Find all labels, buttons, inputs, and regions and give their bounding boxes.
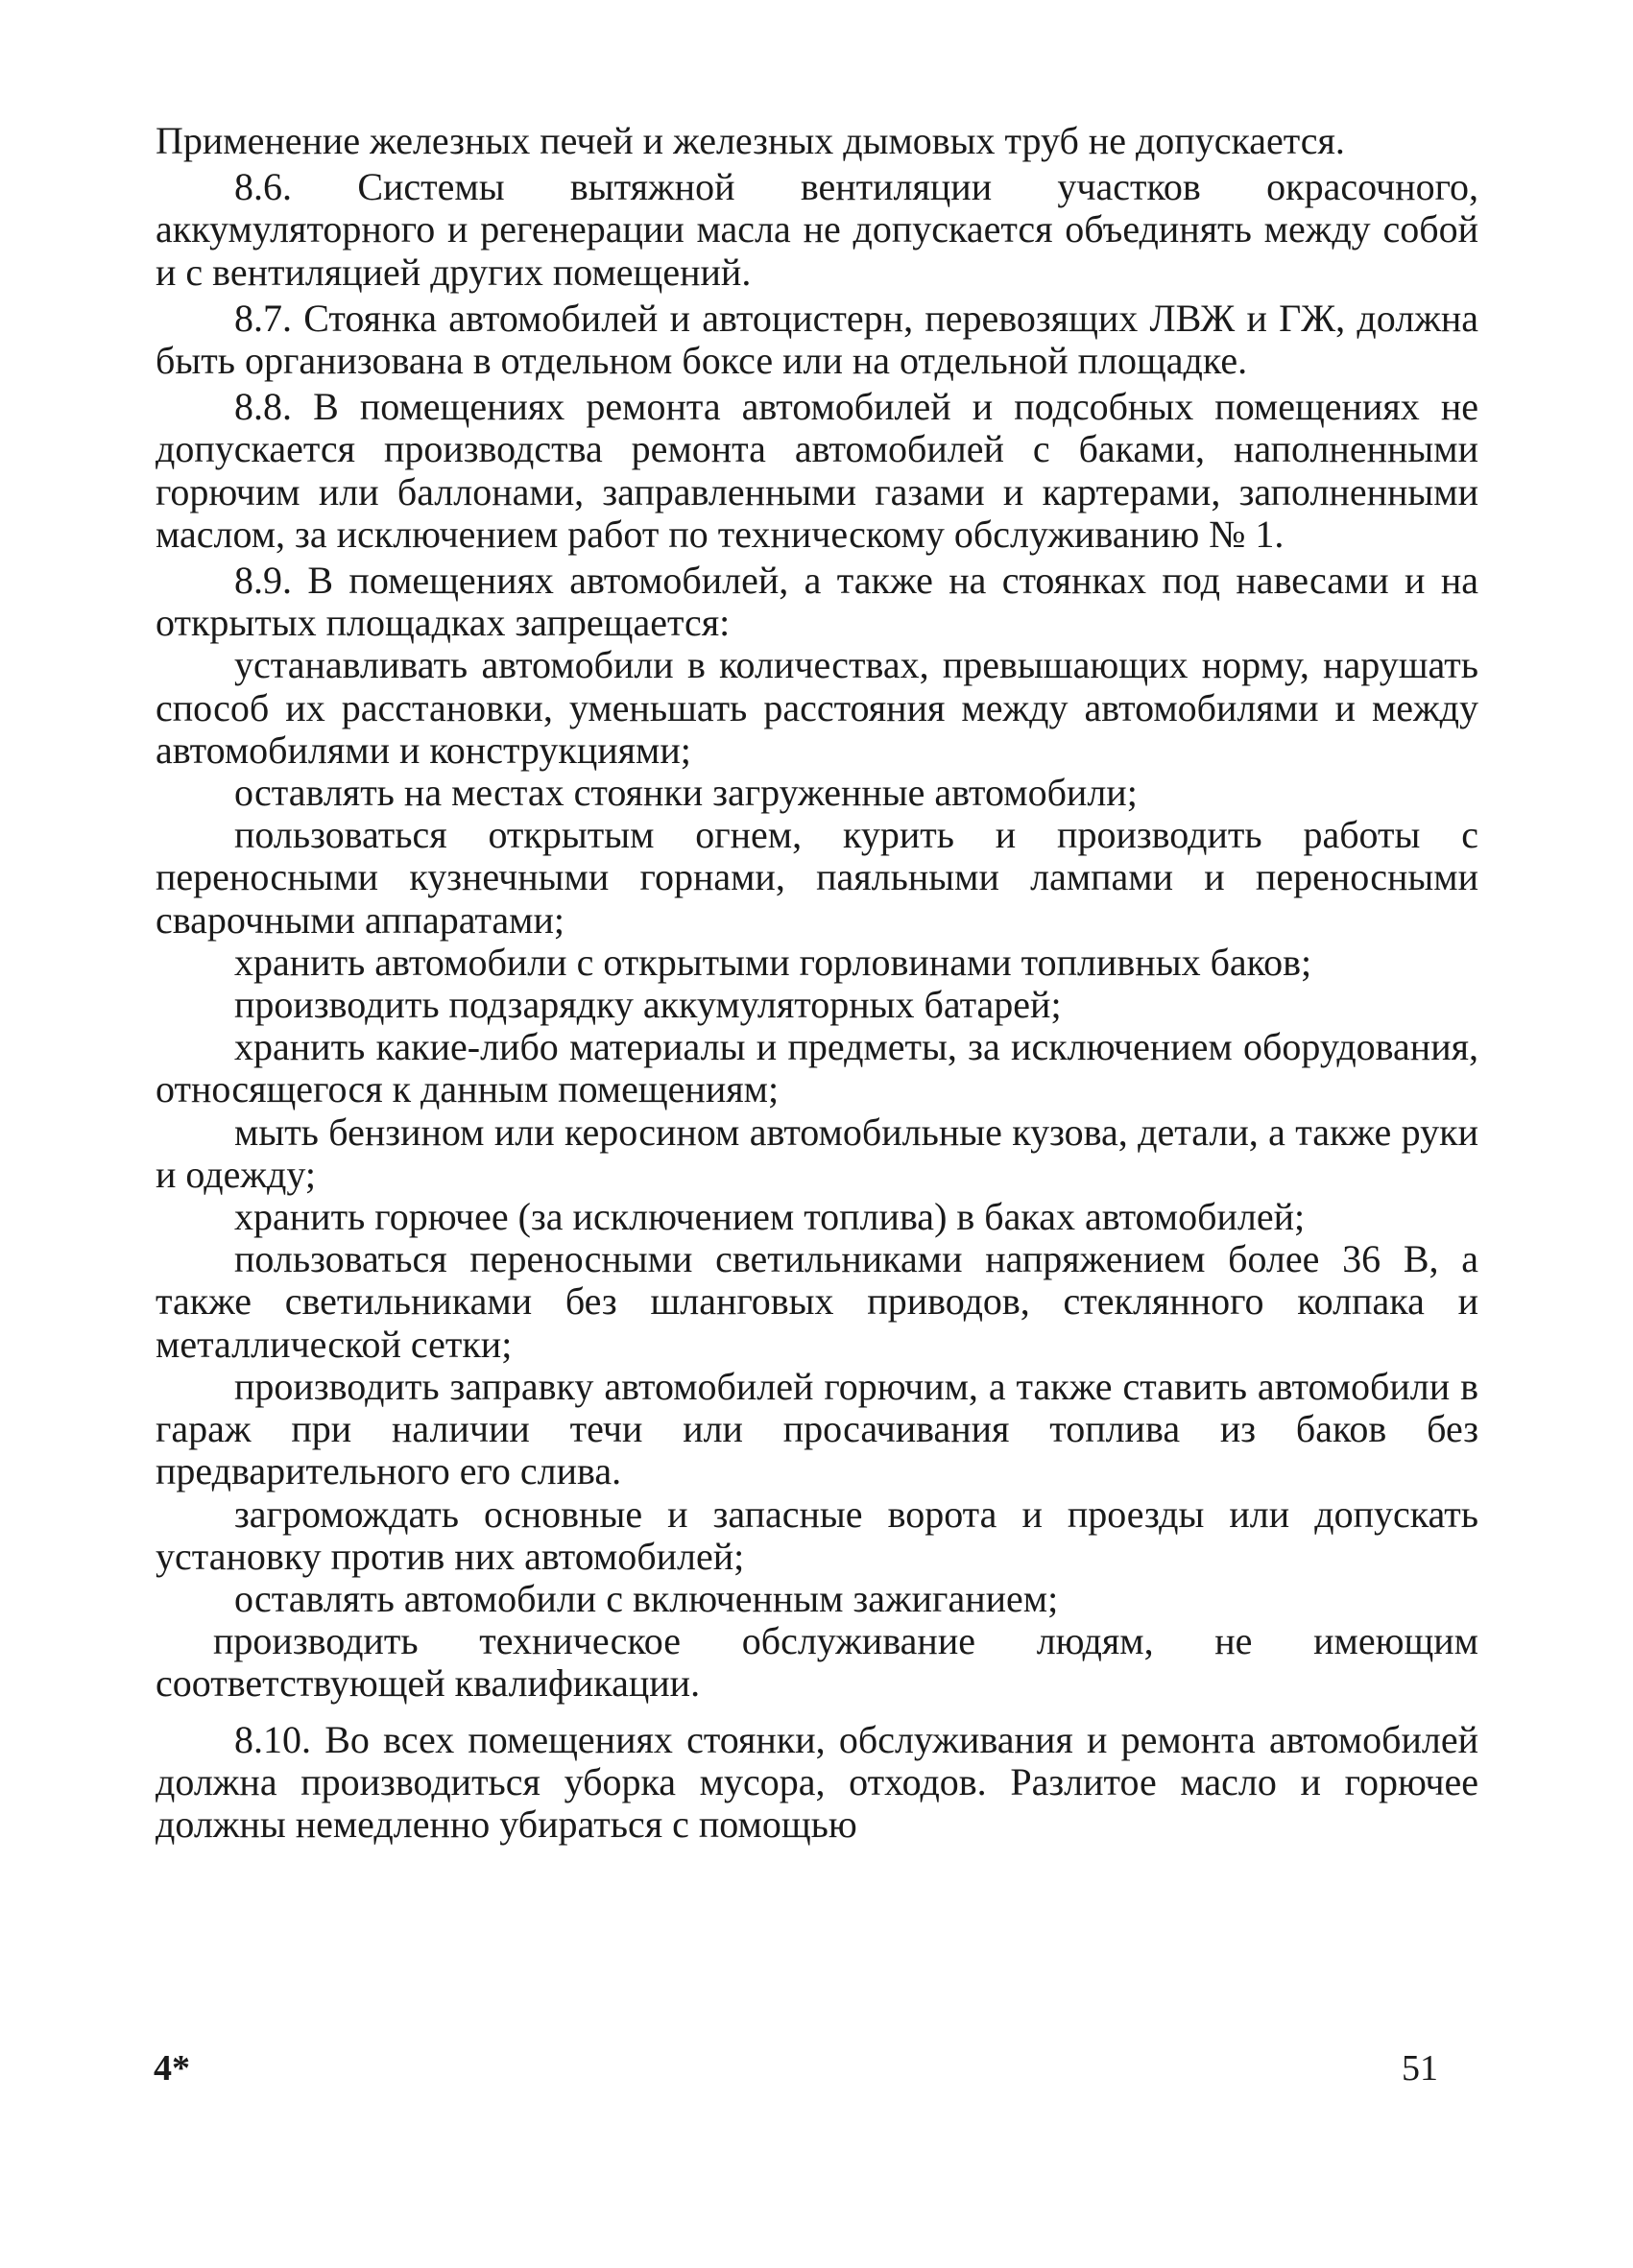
list-item: мыть бензином или керосином автомобильные кузова, детали, а также руки и одежду;: [156, 1110, 1478, 1196]
list-item: устанавливать автомобили в количествах, превышающих норму, нарушать способ их расстановки, уменьшать расстояния между автомобилями и между автомобилями и конструкциями;: [156, 643, 1478, 772]
signature-mark: 4*: [154, 2048, 190, 2089]
paragraph-8-8: 8.8. В помещениях ремонта автомобилей и подсобных помещениях не допускается производства ремонта автомобилей с баками, наполненными горючим или баллонами, заправленными газами и картерами, заполненными маслом, за исключением работ по техническому обслуживанию № 1.: [156, 385, 1478, 556]
list-item: пользоваться открытым огнем, курить и производить работы с переносными кузнечными горнами, паяльными лампами и переносными сварочными аппаратами;: [156, 813, 1478, 942]
list-item: производить заправку автомобилей горючим, а также ставить автомобили в гараж при наличии течи или просачивания топлива из баков без предварительного его слива.: [156, 1364, 1478, 1493]
list-item: загромождать основные и запасные ворота и проезды или допускать установку против них автомобилей;: [156, 1492, 1478, 1578]
page-number: 51: [1402, 2048, 1438, 2089]
paragraph-8-6: 8.6. Системы вытяжной вентиляции участков окрасочного, аккумуляторного и регенерации масла не допускается объединять между собой и с вентиляцией других помещений.: [156, 165, 1478, 294]
list-item: производить техническое обслуживание людям, не имеющим соответствующей квалификации.: [156, 1619, 1478, 1706]
list-item: оставлять автомобили с включенным зажиганием;: [234, 1576, 1059, 1620]
list-item: оставлять на местах стоянки загруженные автомобили;: [234, 771, 1138, 815]
paragraph-8-7: 8.7. Стоянка автомобилей и автоцистерн, перевозящих ЛВЖ и ГЖ, должна быть организована в отдельном боксе или на отдельной площадке.: [156, 296, 1478, 383]
paragraph-8-10: 8.10. Во всех помещениях стоянки, обслуживания и ремонта автомобилей должна производиться уборка мусора, отходов. Разлитое масло и горючее должны немедленно убираться с помощью: [156, 1717, 1478, 1846]
list-item: хранить автомобили с открытыми горловинами топливных баков;: [234, 940, 1312, 984]
body-text: [156, 120, 1478, 1846]
paragraph-intro: Применение железных печей и железных дымовых труб не допускается.: [156, 119, 1345, 162]
list-item: производить подзарядку аккумуляторных батарей;: [234, 983, 1062, 1027]
paragraph-8-9: 8.9. В помещениях автомобилей, а также на стоянках под навесами и на открытых площадках запрещается:: [156, 559, 1478, 645]
list-item: пользоваться переносными светильниками напряжением более 36 В, а также светильниками без шланговых приводов, стеклянного колпака и металлической сетки;: [156, 1237, 1478, 1366]
list-item: хранить горючее (за исключением топлива) в баках автомобилей;: [234, 1195, 1306, 1239]
list-item: хранить какие-либо материалы и предметы, за исключением оборудования, относящегося к данным помещениям;: [156, 1025, 1478, 1111]
